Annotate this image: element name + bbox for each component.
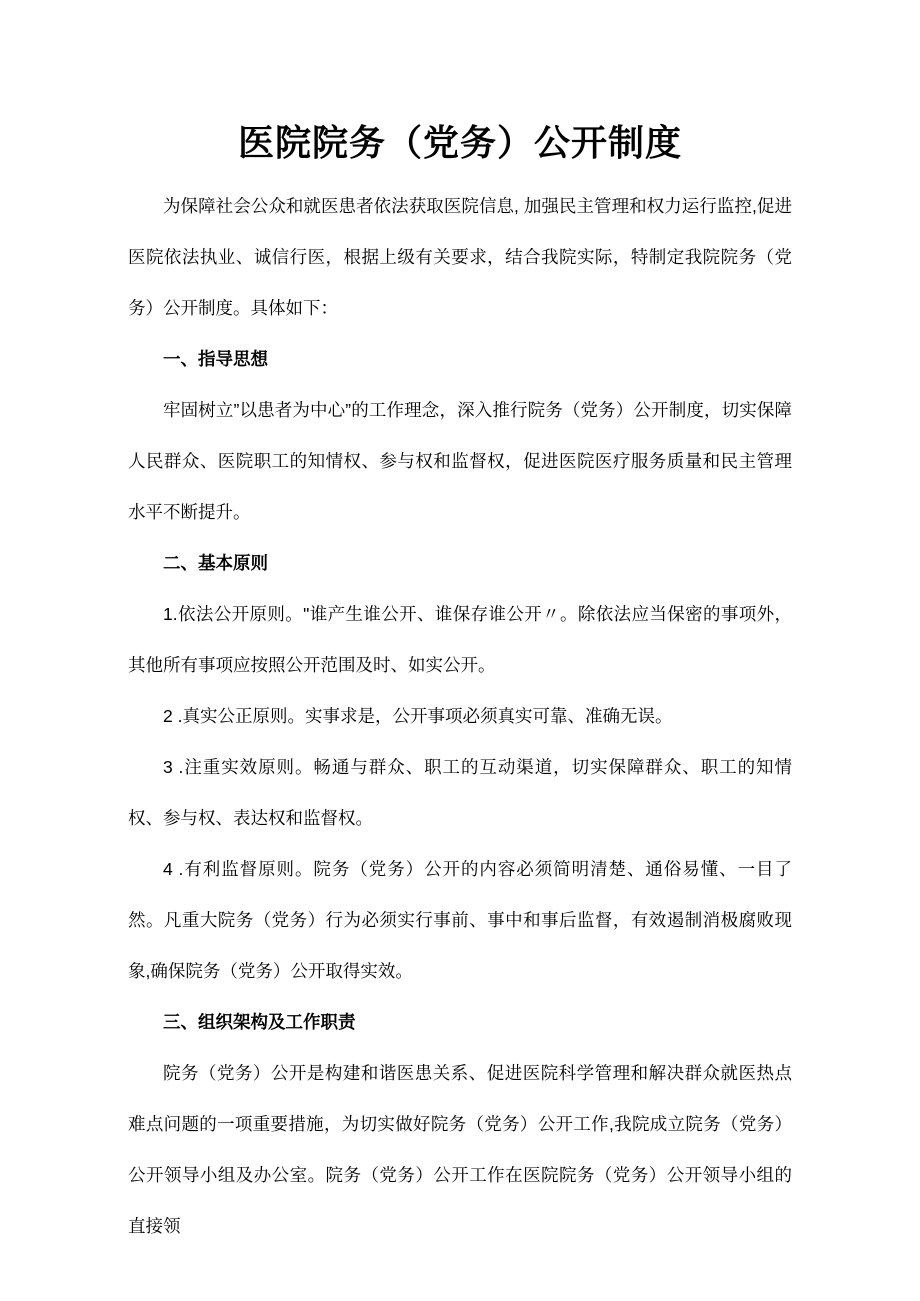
- paragraph: 4 .有利监督原则。院务（党务）公开的内容必须简明清楚、通俗易懂、一目了然。凡重大院务（党务）行为必须实行事前、事中和事后监督，有效遏制消极腐败现象,确保院务（党务）公开取得实效。: [128, 859, 792, 981]
- paragraph: 院务（党务）公开是构建和谐医患关系、促进医院科学管理和解决群众就医热点难点问题的一项重要措施，为切实做好院务（党务）公开工作,我院成立院务（党务）公开领导小组及办公室。院务（党务）公开工作在医院院务（党务）公开领导小组的直接领: [128, 1063, 792, 1236]
- paragraph: 1.依法公开原则。"谁产生谁公开、谁保存谁公开〃。除依法应当保密的事项外，其他所有事项应按照公开范围及时、如实公开。: [128, 604, 792, 675]
- paragraph: 2 .真实公正原则。实事求是，公开事项必须真实可靠、准确无误。: [163, 706, 673, 726]
- section-heading: 二、基本原则: [163, 553, 268, 573]
- page-title: 医院院务（党务）公开制度: [237, 122, 682, 163]
- document-body: [128, 181, 792, 1252]
- paragraph: 牢固树立”以患者为中心”的工作理念，深入推行院务（党务）公开制度，切实保障人民群众、医院职工的知情权、参与权和监督权，促进医院医疗服务质量和民主管理水平不断提升。: [128, 400, 792, 522]
- section-heading: 三、组织架构及工作职责: [163, 1012, 356, 1032]
- paragraph: 3 .注重实效原则。畅通与群众、职工的互动渠道，切实保障群众、职工的知情权、参与权、表达权和监督权。: [128, 757, 792, 828]
- section-heading: 一、指导思想: [163, 349, 268, 369]
- paragraph: 为保障社会公众和就医患者依法获取医院信息, 加强民主管理和权力运行监控,促进医院依法执业、诚信行医，根据上级有关要求，结合我院实际，特制定我院院务（党务）公开制度。具体如下：: [128, 196, 792, 318]
